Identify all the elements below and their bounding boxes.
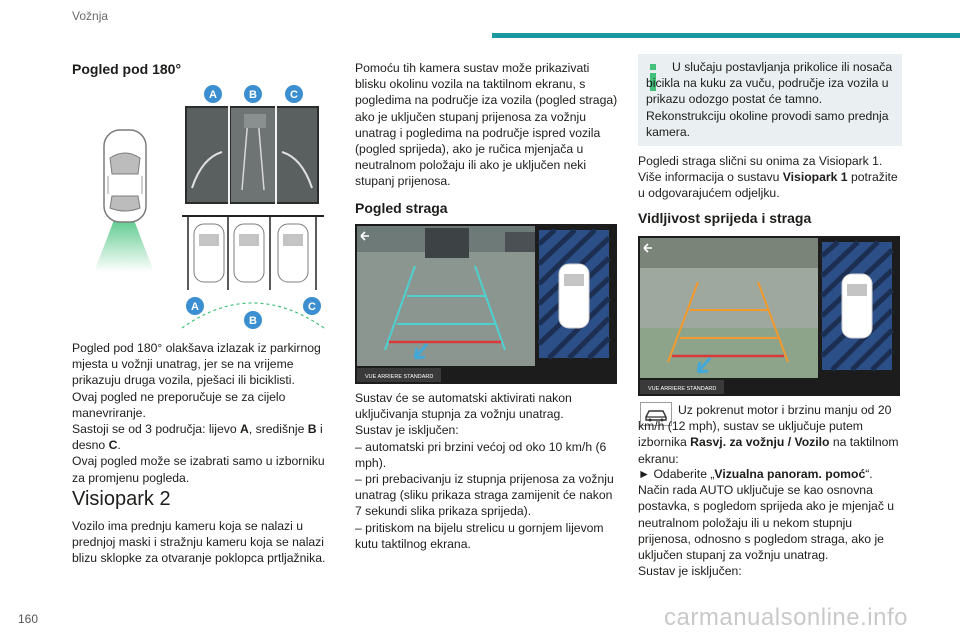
paragraph: Vozilo ima prednju kameru koja se nalazi u prednjoj maski i stražnju kameru koja se nalazi blizu sklopke za otvaranje poklopca prtljažnika. — [72, 519, 326, 566]
list-item: – pri prebacivanju iz stupnja prijenosa za vožnju unatrag (sliku prikaza straga zamijenit će nakon 7 sekundi slika prikaza sprijeda). — [355, 472, 614, 519]
front-rear-view-screen — [638, 236, 900, 396]
parked-car-left — [194, 224, 224, 282]
parked-car-right — [278, 224, 308, 282]
list-item: – automatski pri brzini većoj od oko 10 km/h (6 mph). — [355, 439, 607, 470]
section-title-visiopark-2: Visiopark 2 — [72, 488, 171, 510]
camera-cone — [94, 220, 154, 272]
paragraph: Pogled pod 180° olakšava izlazak iz parkirnog mjesta u vožnji unatrag, jer se na vrijeme prikazuju druga vozila, pješaci ili biciklisti. — [72, 341, 321, 388]
col2-intro — [355, 60, 623, 190]
car-top-view-icon — [842, 274, 872, 338]
label-c-bottom — [303, 297, 321, 315]
header-accent-bar — [492, 33, 960, 38]
svg-text:C: C — [290, 89, 298, 101]
paragraph: Ovaj pogled može se izabrati samo u izborniku za promjenu pogleda. — [72, 454, 325, 485]
rear-view-screen — [355, 224, 617, 384]
col2-body — [355, 390, 620, 552]
heading-180-view: Pogled pod 180° — [72, 61, 182, 77]
paragraph: Način rada AUTO uključuje se kao osnovna postavka, s pogledom sprijeda ako je mjenjač u neutralnom položaju ili u nekom stupnju prijenosa, odnosno s pogledom straga, ako je uključen stupanj za vožnju unatrag. — [638, 483, 895, 563]
heading-rear-view: Pogled straga — [355, 200, 448, 216]
paragraph: Uz pokrenut motor i brzinu manju od 20 km/h (12 mph), sustav se uključuje putem izbornika Rasvj. za vožnju / Vozilo na taktilnom ekranu: — [638, 403, 899, 466]
col1-body-2 — [72, 518, 340, 567]
page-number: 160 — [18, 612, 39, 626]
col1-body — [72, 340, 340, 486]
heading-front-rear-visibility: Vidljivost sprijeda i straga — [638, 210, 812, 226]
svg-text:A: A — [191, 301, 199, 313]
paragraph: Ovaj pogled ne preporučuje se za cijelo manevriranje. — [72, 389, 286, 420]
col3-body-2 — [638, 466, 903, 579]
running-header: Vožnja — [72, 9, 109, 23]
rear-vehicle — [425, 228, 469, 258]
car-top-view-icon — [559, 264, 589, 328]
label-c-top — [285, 85, 303, 103]
paragraph: Pogledi straga slični su onima za Visiopark 1. Više informacija o sustavu Visiopark 1 potražite u odgovarajućem odjeljku. — [638, 154, 898, 201]
parked-car-center — [234, 224, 264, 282]
paragraph: ► Odaberite „Vizualna panoram. pomoć“. — [638, 467, 873, 481]
svg-text:B: B — [249, 89, 257, 101]
svg-text:VUE ARRIERE STANDARD: VUE ARRIERE STANDARD — [365, 374, 434, 380]
svg-text:VUE ARRIERE STANDARD: VUE ARRIERE STANDARD — [648, 386, 717, 392]
watermark: carmanualsonline.info — [664, 604, 908, 631]
svg-text:C: C — [308, 301, 316, 313]
label-a-top — [204, 85, 222, 103]
col3-body-1 — [638, 402, 903, 467]
label-b-top — [244, 85, 262, 103]
info-text: U slučaju postavljanja prikolice ili nosača bicikla na kuku za vuču, područje iza vozila u prikazu odozgo postat će tamno. Rekonstrukciju okoline provodi samo prednja kamera. — [646, 60, 893, 139]
label-b-bottom — [244, 311, 262, 329]
paragraph: Pomoću tih kamera sustav može prikazivati blisku okolinu vozila na taktilnom ekranu, s pogledima na područje iza vozila (pogled straga) ako je uključen stupanj prijenosa za vožnju unatrag i pogledima na područje ispred vozila (pogled sprijeda), ako je ručica mjenjača u neutralnom položaju ili ako je uključen neki stupanj prijenosa. — [355, 61, 618, 189]
figure-180-view — [72, 78, 340, 330]
paragraph: Sustav je isključen: — [355, 423, 459, 438]
info-note — [638, 54, 902, 146]
list-item: – pritiskom na bijelu strelicu u gornjem lijevom kutu taktilnog ekrana. — [355, 520, 604, 551]
paragraph: Sustav je isključen: — [638, 564, 742, 579]
label-a-bottom — [186, 297, 204, 315]
paragraph: Sastoji se od 3 područja: lijevo A, središnje B i desno C. — [72, 422, 323, 453]
svg-text:A: A — [209, 89, 217, 101]
col3-intro — [638, 153, 903, 202]
svg-text:B: B — [249, 315, 257, 327]
paragraph: Sustav će se automatski aktivirati nakon uključivanja stupnja za vožnju unatrag. — [355, 391, 572, 422]
